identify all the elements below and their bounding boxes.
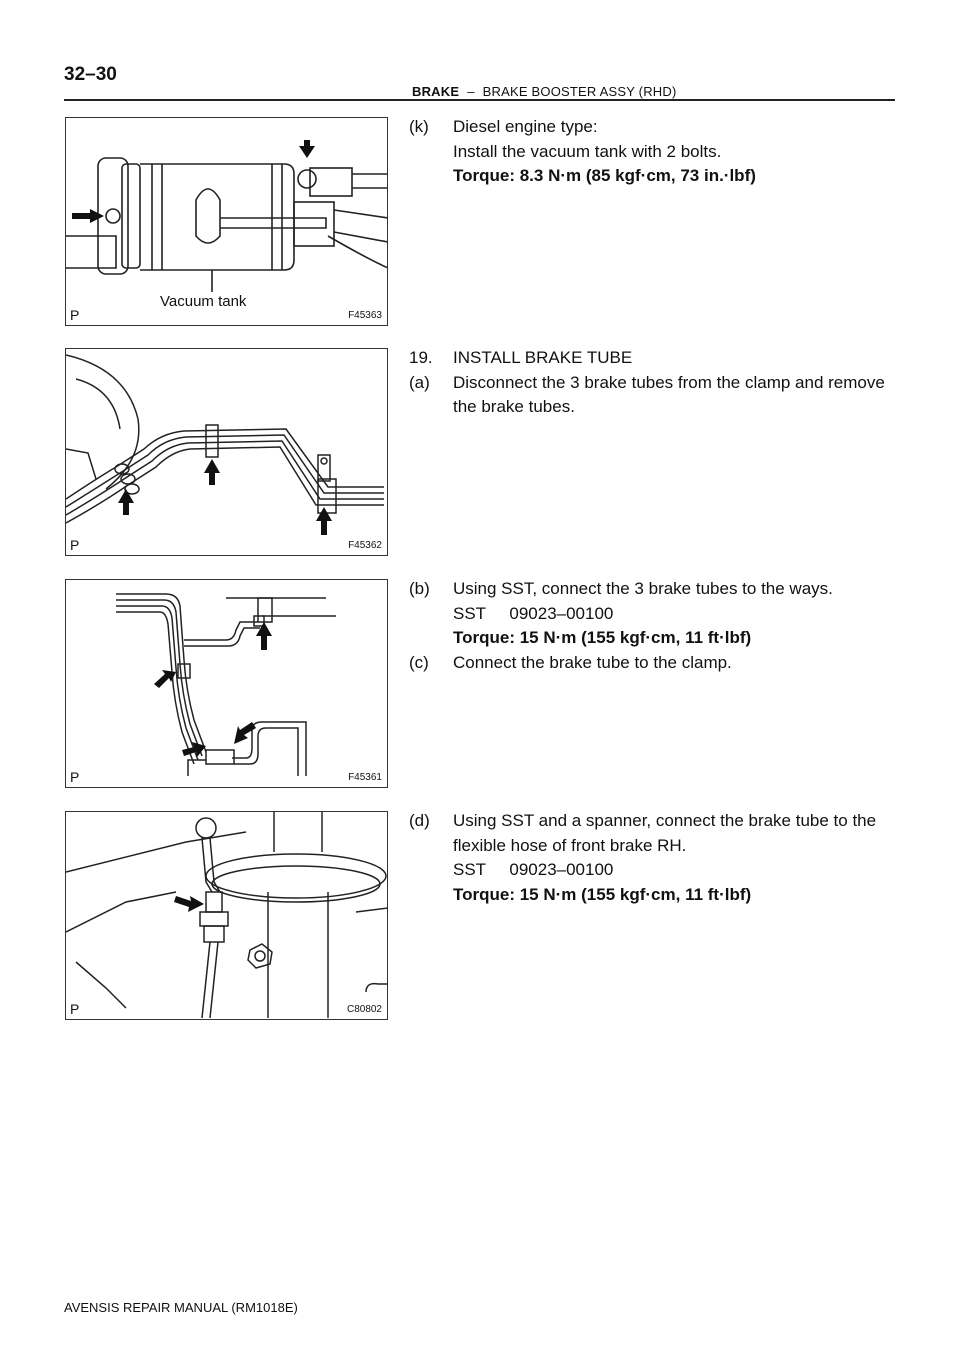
step-c-line: Connect the brake tube to the clamp. [453, 652, 732, 672]
step-b-torque: Torque: 15 N·m (155 kgf·cm, 11 ft·lbf) [453, 628, 752, 647]
figure-brake-tubes-clamp [65, 348, 388, 556]
step-d-sst: SST 09023–00100 [453, 860, 614, 879]
step-d-number: (d) [409, 811, 430, 830]
header-subsection: BRAKE BOOSTER ASSY (RHD) [482, 84, 677, 99]
figure-marker: P [70, 769, 80, 785]
figure-flexible-hose [65, 811, 388, 1020]
step-k-line-1: Diesel engine type: [453, 117, 598, 136]
step-b-number: (b) [409, 579, 430, 598]
figure-brake-tubes-ways [65, 579, 388, 788]
figure-code: F45363 [348, 310, 382, 321]
figure-label-vacuum-tank: Vacuum tank [160, 293, 247, 310]
footer-manual-id: AVENSIS REPAIR MANUAL (RM1018E) [64, 1300, 298, 1315]
header-rule [64, 99, 895, 101]
step-b-line: Using SST, connect the 3 brake tubes to the ways. [453, 579, 833, 598]
figure-marker: P [70, 307, 80, 323]
step-a-line-2: the brake tubes. [453, 397, 575, 416]
page-number: 32–30 [64, 64, 117, 85]
header-section: BRAKE [412, 84, 460, 99]
step-d-line-2: flexible hose of front brake RH. [453, 835, 687, 855]
figure-code: F45361 [348, 772, 382, 783]
step-k-line-2: Install the vacuum tank with 2 bolts. [453, 141, 722, 161]
figure-code: C80802 [346, 1004, 382, 1015]
header-title [412, 84, 677, 99]
step-a-line-1: Disconnect the 3 brake tubes from the clamp and remove [453, 372, 885, 392]
step-19-title: INSTALL BRAKE TUBE [453, 348, 633, 367]
figure-vacuum-tank [65, 117, 388, 326]
header-dash: – [467, 84, 475, 99]
step-b-sst: SST 09023–00100 [453, 603, 614, 623]
figure-marker: P [70, 537, 80, 553]
figure-code: F45362 [348, 540, 382, 551]
step-d-line-1: Using SST and a spanner, connect the brake tube to the [453, 811, 877, 830]
step-d-torque: Torque: 15 N·m (155 kgf·cm, 11 ft·lbf) [453, 884, 752, 904]
flexible-hose-illustration [66, 812, 388, 1020]
step-a-number: (a) [409, 372, 430, 392]
brake-tubes-ways-illustration [66, 580, 388, 788]
figure-marker: P [70, 1001, 80, 1017]
step-k-torque: Torque: 8.3 N·m (85 kgf·cm, 73 in.·lbf) [453, 166, 756, 185]
step-k-number: (k) [409, 117, 429, 136]
step-19-number: 19. [409, 348, 433, 367]
step-c-number: (c) [409, 652, 429, 672]
brake-tubes-illustration [66, 349, 388, 556]
